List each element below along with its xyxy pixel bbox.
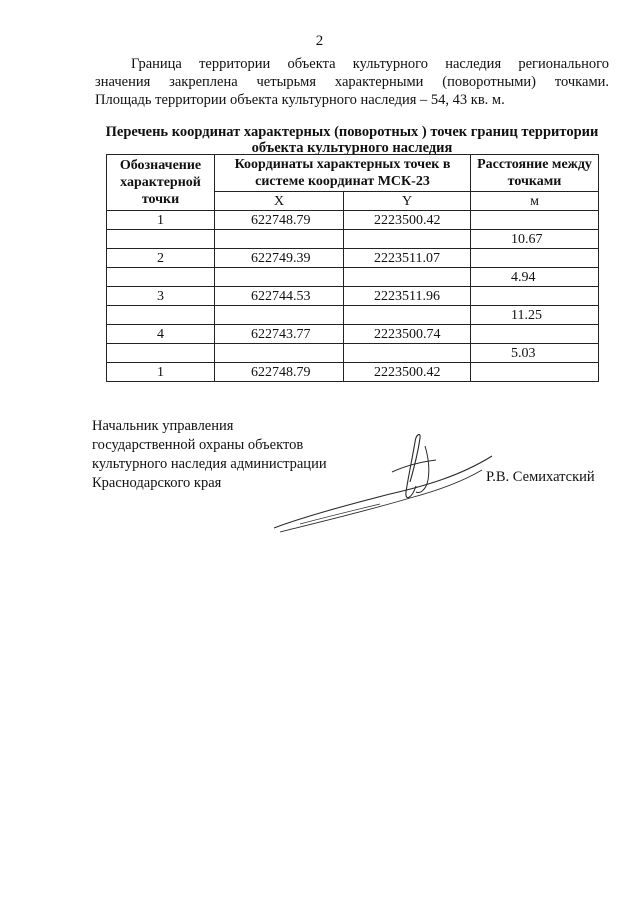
cell-x bbox=[215, 306, 344, 325]
cell-point bbox=[107, 344, 215, 363]
header-point: Обозначение характерной точки bbox=[107, 155, 215, 211]
cell-point: 3 bbox=[107, 287, 215, 306]
page-number: 2 bbox=[315, 33, 324, 49]
cell-distance: 10.67 bbox=[471, 230, 599, 249]
table-row bbox=[107, 287, 599, 306]
cell-y: 2223500.42 bbox=[344, 211, 471, 230]
cell-x: 622749.39 bbox=[215, 249, 344, 268]
header-coordinates: Координаты характерных точек в системе координат МСК-23 bbox=[215, 155, 471, 192]
table-title-line-2: объекта культурного наследия bbox=[251, 140, 453, 156]
header-unit: м bbox=[471, 192, 599, 211]
table-row bbox=[107, 211, 599, 230]
coordinates-table bbox=[106, 154, 599, 382]
cell-distance bbox=[471, 211, 599, 230]
signatory-line-2: государственной охраны объектов bbox=[92, 437, 304, 453]
cell-x: 622744.53 bbox=[215, 287, 344, 306]
cell-point: 1 bbox=[107, 211, 215, 230]
cell-x: 622743.77 bbox=[215, 325, 344, 344]
header-distance: Расстояние между точками bbox=[471, 155, 599, 192]
table-title bbox=[90, 124, 614, 156]
cell-y: 2223511.96 bbox=[344, 287, 471, 306]
cell-distance bbox=[471, 249, 599, 268]
cell-distance: 5.03 bbox=[471, 344, 599, 363]
paragraph-line-1: Граница территории объекта культурного наследия регионального bbox=[131, 56, 609, 72]
table-row bbox=[107, 306, 599, 325]
cell-point: 1 bbox=[107, 363, 215, 382]
cell-y: 2223500.42 bbox=[344, 363, 471, 382]
cell-point bbox=[107, 306, 215, 325]
cell-distance bbox=[471, 363, 599, 382]
table-row bbox=[107, 344, 599, 363]
table-row bbox=[107, 249, 599, 268]
cell-point: 4 bbox=[107, 325, 215, 344]
cell-distance: 4.94 bbox=[471, 268, 599, 287]
paragraph-line-3: Площадь территории объекта культурного наследия – 54, 43 кв. м. bbox=[95, 92, 505, 108]
table-row bbox=[107, 268, 599, 287]
header-x: X bbox=[215, 192, 344, 211]
cell-x bbox=[215, 268, 344, 287]
cell-point bbox=[107, 230, 215, 249]
paragraph-line-2: значения закреплена четырьмя характерными (поворотными) точками. bbox=[95, 74, 609, 90]
cell-y bbox=[344, 306, 471, 325]
cell-distance bbox=[471, 325, 599, 344]
table-row bbox=[107, 363, 599, 382]
table-title-line-1: Перечень координат характерных (поворотных ) точек границ территории bbox=[105, 124, 599, 140]
table-row bbox=[107, 230, 599, 249]
cell-distance bbox=[471, 287, 599, 306]
header-y: Y bbox=[344, 192, 471, 211]
cell-x: 622748.79 bbox=[215, 363, 344, 382]
cell-y bbox=[344, 344, 471, 363]
signatory-name: Р.В. Семихатский bbox=[486, 469, 595, 485]
cell-x bbox=[215, 344, 344, 363]
handwritten-signature bbox=[260, 432, 500, 542]
cell-point bbox=[107, 268, 215, 287]
signatory-line-1: Начальник управления bbox=[92, 418, 234, 434]
cell-y bbox=[344, 230, 471, 249]
cell-y: 2223511.07 bbox=[344, 249, 471, 268]
cell-y bbox=[344, 268, 471, 287]
cell-x bbox=[215, 230, 344, 249]
signatory-line-4: Краснодарского края bbox=[92, 475, 222, 491]
signatory-line-3: культурного наследия администрации bbox=[92, 456, 327, 472]
cell-x: 622748.79 bbox=[215, 211, 344, 230]
table-row bbox=[107, 325, 599, 344]
cell-y: 2223500.74 bbox=[344, 325, 471, 344]
cell-distance: 11.25 bbox=[471, 306, 599, 325]
cell-point: 2 bbox=[107, 249, 215, 268]
